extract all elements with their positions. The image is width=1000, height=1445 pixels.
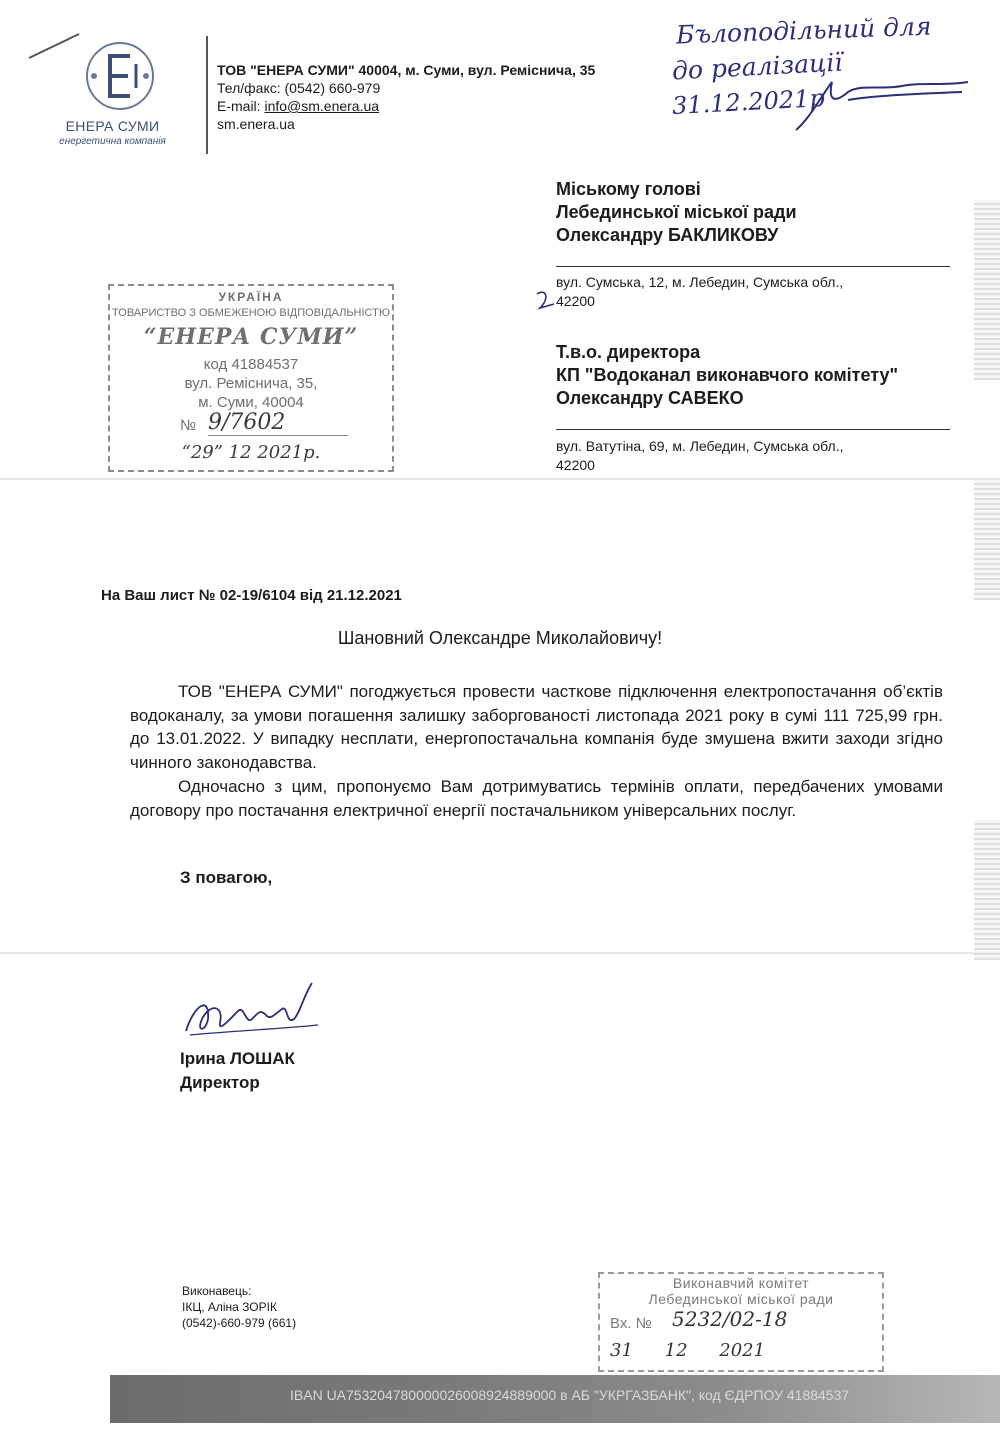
addressee2-postcode: 42200 <box>556 457 595 473</box>
scan-edge-noise <box>974 480 1000 600</box>
stamp-code: код 41884537 <box>203 356 299 373</box>
addressee1-postcode: 42200 <box>556 293 595 309</box>
incoming-stamp-date: 31 12 2021 <box>610 1340 766 1361</box>
addressee1-address: вул. Сумська, 12, м. Лебедин, Сумська обл., <box>556 274 844 290</box>
handwritten-resolution-line2: до реалізації <box>671 47 844 86</box>
stamp-city: м. Суми, 40004 <box>198 394 304 411</box>
addressee2-name: Олександру САВЕКО <box>556 388 744 408</box>
signer-name: Ірина ЛОШАК <box>180 1049 295 1068</box>
handwritten-resolution-line1: Бълоподільний для <box>675 11 932 50</box>
director-signature-icon <box>180 975 325 1045</box>
addressee2-title: Т.в.о. директора <box>556 342 701 362</box>
scan-edge-noise <box>974 200 1000 380</box>
company-name: ЕНЕРА СУМИ <box>65 118 160 134</box>
company-logo-icon <box>84 38 156 114</box>
outgoing-registration-stamp <box>108 284 394 472</box>
executor-label: Виконавець: <box>182 1284 252 1298</box>
stamp-org-type: ТОВАРИСТВО З ОБМЕЖЕНОЮ ВІДПОВІДАЛЬНІСТЮ <box>112 307 390 319</box>
incoming-stamp-number: 5232/02-18 <box>672 1307 788 1331</box>
scan-edge-noise <box>974 820 1000 960</box>
stamp-number-value: 9/7602 <box>208 410 348 436</box>
letterhead-phone: Тел/факс: (0542) 660-979 <box>217 80 381 96</box>
footer-bank-bar <box>110 1375 1000 1423</box>
addressee1-title: Міському голові <box>556 179 701 199</box>
closing: З повагою, <box>180 868 273 887</box>
incoming-stamp-line1: Виконавчий комітет <box>672 1275 810 1291</box>
handwritten-mark-icon <box>532 288 562 314</box>
incoming-stamp-line2: Лебединської міської ради <box>648 1291 834 1307</box>
email-link[interactable]: info@sm.enera.ua <box>264 98 380 114</box>
executor-phone: (0542)-660-979 (661) <box>182 1316 297 1330</box>
signer-block <box>180 1047 295 1095</box>
incoming-registration-stamp <box>598 1272 884 1372</box>
email-label: E-mail: <box>217 98 265 114</box>
executor-block <box>182 1283 296 1331</box>
body-paragraph-1: ТОВ "ЕНЕРА СУМИ" погоджується провести часткове підключення електропостачання об’єктів водоканалу, за умови погашення залишку заборгованості листопада 2021 року в сумі 111 725,99 грн. до 13.01.2022. У випадку несплати, енергопостачальна компанія буде змушена вжити заходи згідно чинного законодавства. <box>130 682 943 772</box>
paper-fold-line <box>0 952 1000 954</box>
signer-position: Директор <box>180 1073 260 1092</box>
greeting: Шановний Олександре Миколайовичу! <box>337 628 663 648</box>
stamp-street: вул. Реміснича, 35, <box>184 375 318 392</box>
addressee1-org: Лебединської міської ради <box>556 202 797 222</box>
addressee2-underline <box>556 429 950 430</box>
letterhead-website[interactable]: sm.enera.ua <box>217 116 295 132</box>
letterhead-email <box>217 97 379 115</box>
paper-fold-line <box>0 478 1000 480</box>
addressee2-address: вул. Ватутіна, 69, м. Лебедин, Сумська обл., <box>556 438 844 454</box>
stamp-date: “29” 12 2021р. <box>181 442 321 463</box>
addressee2-org: КП "Водоканал виконавчого комітету" <box>556 365 899 385</box>
stamp-country: УКРАЇНА <box>218 290 284 304</box>
body-paragraph-2: Одночасно з цим, пропонуємо Вам дотримуватись термінів оплати, передбачених умовами договору про постачання електричної енергії постачальником універсальних послуг. <box>130 777 943 820</box>
reference-line: На Ваш лист № 02-19/6104 від 21.12.2021 <box>101 587 402 604</box>
company-tagline: енергетична компанія <box>59 136 166 147</box>
pen-mark <box>25 28 85 64</box>
executor-name: ІКЦ, Аліна ЗОРІК <box>182 1300 277 1314</box>
letterhead-address <box>217 61 595 79</box>
letterhead-divider <box>206 36 208 154</box>
addressee1-underline <box>556 266 950 267</box>
resolution-signature-icon <box>790 70 975 140</box>
stamp-number-label: № <box>180 417 197 434</box>
incoming-stamp-label: Вх. № <box>610 1315 652 1332</box>
footer-bank-details: IBAN UA753204780000026008924889000 в АБ "УКРГАЗБАНК", код ЄДРПОУ 41884537 <box>290 1387 850 1403</box>
company-legal-address: ТОВ "ЕНЕРА СУМИ" 40004, м. Суми, вул. Реміснича, 35 <box>217 62 596 78</box>
stamp-org-name: “ЕНЕРА СУМИ” <box>143 324 359 350</box>
handwritten-resolution-line3: 31.12.2021р <box>671 84 826 120</box>
addressee1-name: Олександру БАКЛИКОВУ <box>556 225 779 245</box>
